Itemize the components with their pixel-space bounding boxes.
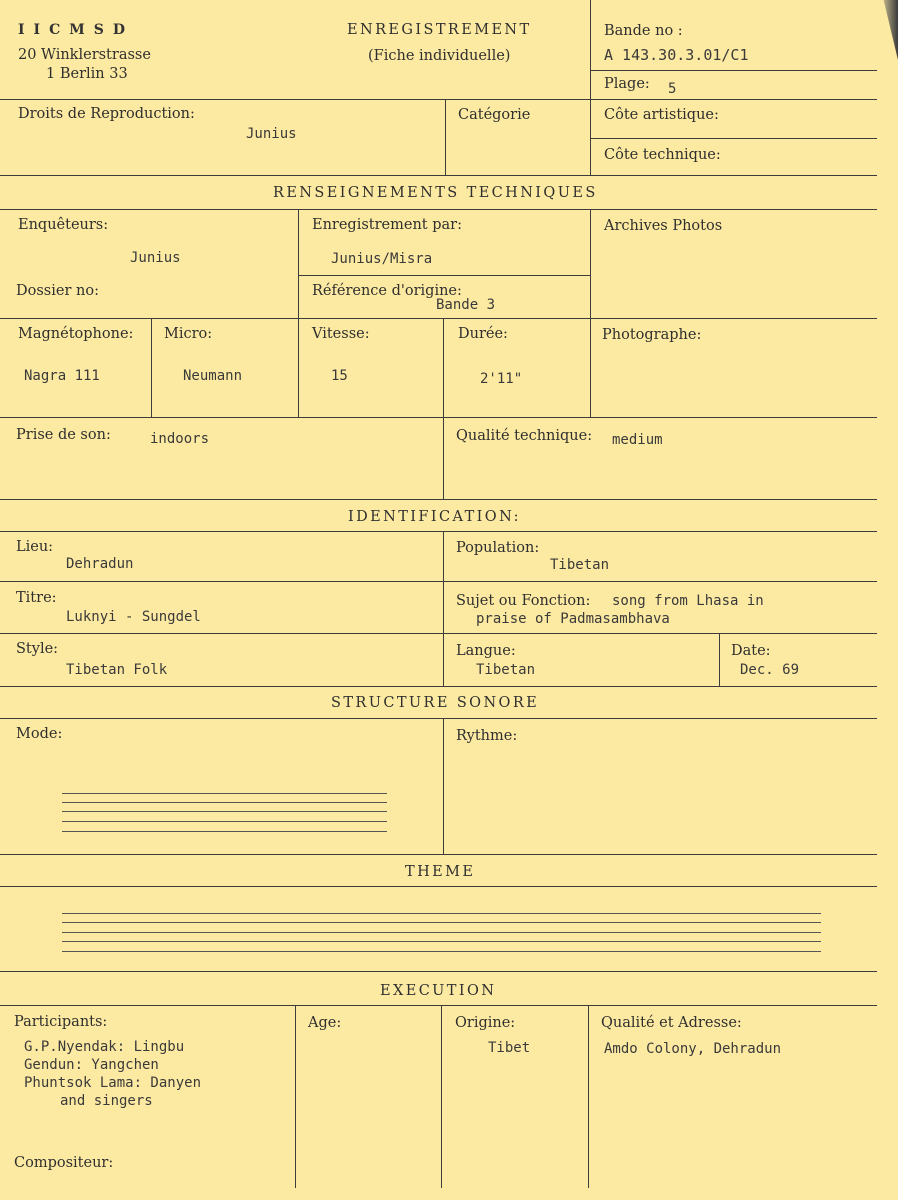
qualite-adresse-label: Qualité et Adresse: (601, 1015, 742, 1031)
page-subtitle: (Fiche individuelle) (368, 48, 511, 64)
lieu-label: Lieu: (16, 539, 54, 555)
mode-staff-line (62, 831, 387, 832)
participant-line: Phuntsok Lama: Danyen (24, 1075, 202, 1091)
prise-value: indoors (150, 431, 210, 447)
categorie-label: Catégorie (458, 107, 531, 123)
bande-value: A 143.30.3.01/C1 (604, 46, 749, 64)
lieu-value: Dehradun (66, 556, 134, 572)
titre-label: Titre: (16, 590, 57, 606)
rythme-label: Rythme: (456, 728, 518, 744)
rule (590, 209, 591, 417)
theme-staff-line (62, 932, 821, 933)
rule (441, 1005, 442, 1188)
mode-staff-line (62, 802, 387, 803)
droits-value: Junius (246, 126, 297, 142)
vitesse-label: Vitesse: (312, 326, 370, 342)
style-value: Tibetan Folk (66, 662, 168, 678)
section-title-structure: STRUCTURE SONORE (331, 695, 540, 711)
participant-line: and singers (60, 1093, 153, 1109)
cote-artistique-label: Côte artistique: (604, 107, 719, 123)
section-title-identification: IDENTIFICATION: (348, 509, 521, 525)
reference-label: Référence d'origine: (312, 283, 462, 299)
date-label: Date: (731, 643, 771, 659)
titre-value: Luknyi - Sungdel (66, 609, 201, 625)
enqueteurs-label: Enquêteurs: (18, 217, 109, 233)
population-label: Population: (456, 540, 540, 556)
address-line-2: 1 Berlin 33 (46, 66, 128, 82)
rule (0, 499, 877, 500)
vitesse-value: 15 (331, 368, 348, 384)
rule (0, 581, 877, 582)
rule (445, 99, 446, 175)
qualite-adresse-value: Amdo Colony, Dehradun (604, 1041, 782, 1057)
prise-label: Prise de son: (16, 427, 111, 443)
compositeur-label: Compositeur: (14, 1155, 114, 1171)
droits-label: Droits de Reproduction: (18, 106, 195, 122)
page-edge-shadow (874, 0, 898, 60)
participant-line: Gendun: Yangchen (24, 1057, 159, 1073)
mode-staff-line (62, 811, 387, 812)
rule (0, 886, 877, 887)
theme-staff-line (62, 951, 821, 952)
langue-value: Tibetan (476, 662, 536, 678)
rule (0, 1005, 877, 1006)
rule (590, 138, 877, 139)
age-label: Age: (308, 1015, 342, 1031)
dossier-label: Dossier no: (16, 283, 99, 299)
sujet-label: Sujet ou Fonction: (456, 593, 591, 609)
mode-staff-line (62, 821, 387, 822)
rule (295, 1005, 296, 1188)
rule (0, 175, 877, 176)
rule (0, 209, 877, 210)
theme-staff-line (62, 941, 821, 942)
duree-label: Durée: (458, 326, 508, 342)
magnetophone-label: Magnétophone: (18, 326, 134, 342)
qualite-label: Qualité technique: (456, 428, 593, 444)
rule (0, 318, 877, 319)
sujet-value-line-2: praise of Padmasambhava (476, 611, 670, 627)
style-label: Style: (16, 641, 59, 657)
origine-label: Origine: (455, 1015, 516, 1031)
origine-value: Tibet (488, 1040, 531, 1056)
rule (0, 531, 877, 532)
enqueteurs-value: Junius (130, 250, 181, 266)
cote-technique-label: Côte technique: (604, 147, 721, 163)
magnetophone-value: Nagra 111 (24, 368, 100, 384)
rule (0, 99, 877, 100)
section-title-technique: RENSEIGNEMENTS TECHNIQUES (273, 185, 598, 201)
theme-staff-line (62, 913, 821, 914)
address-line-1: 20 Winklerstrasse (18, 47, 151, 63)
rule (443, 718, 444, 854)
qualite-value: medium (612, 432, 663, 448)
rule (298, 209, 299, 417)
theme-staff-line (62, 922, 821, 923)
photographe-label: Photographe: (602, 327, 702, 343)
rule (0, 633, 877, 634)
mode-label: Mode: (16, 726, 63, 742)
section-title-execution: EXECUTION (380, 983, 497, 999)
rule (590, 70, 877, 71)
rule (443, 318, 444, 499)
rule (443, 531, 444, 686)
participants-label: Participants: (14, 1014, 108, 1030)
enregistrement-label: Enregistrement par: (312, 217, 462, 233)
rule (298, 275, 590, 276)
mode-staff-line (62, 793, 387, 794)
rule (0, 971, 877, 972)
archives-label: Archives Photos (604, 218, 723, 234)
bande-label: Bande no : (604, 23, 683, 39)
section-title-theme: THEME (405, 864, 476, 880)
rule (0, 718, 877, 719)
langue-label: Langue: (456, 643, 516, 659)
rule (151, 318, 152, 417)
enregistrement-value: Junius/Misra (331, 251, 433, 267)
rule (590, 0, 591, 175)
reference-value: Bande 3 (436, 297, 496, 313)
org-logo: IICMSD (18, 22, 134, 38)
duree-value: 2'11" (480, 371, 523, 387)
micro-value: Neumann (183, 368, 243, 384)
micro-label: Micro: (164, 326, 213, 342)
rule (719, 633, 720, 686)
page-title: ENREGISTREMENT (347, 22, 532, 38)
date-value: Dec. 69 (740, 662, 800, 678)
rule (0, 417, 877, 418)
rule (0, 854, 877, 855)
plage-label: Plage: (604, 76, 650, 92)
rule (0, 686, 877, 687)
sujet-value-line-1: song from Lhasa in (612, 593, 764, 609)
participant-line: G.P.Nyendak: Lingbu (24, 1039, 185, 1055)
population-value: Tibetan (550, 557, 610, 573)
rule (588, 1005, 589, 1188)
plage-value: 5 (668, 81, 677, 97)
